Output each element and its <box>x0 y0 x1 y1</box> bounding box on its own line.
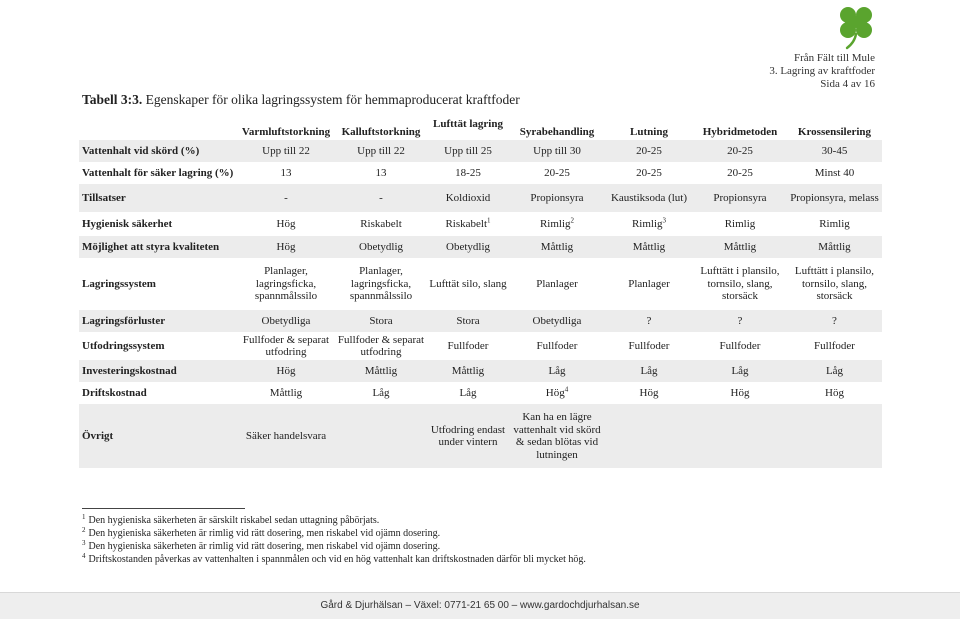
cell-text: Hög <box>276 217 296 230</box>
table-cell <box>787 212 882 236</box>
footnote-number: 2 <box>82 525 86 534</box>
table-row <box>79 212 882 236</box>
cell-text: Låg <box>372 386 390 399</box>
table-cell <box>787 360 882 382</box>
cell-text: Hög <box>730 386 750 399</box>
table-cell <box>335 212 427 236</box>
cell-text: Måttlig <box>451 364 485 377</box>
table-cell <box>693 140 787 162</box>
table-cell <box>509 382 605 404</box>
table-cell <box>693 184 787 212</box>
table-cell <box>693 404 787 468</box>
cell-text: Propionsyra <box>530 191 584 204</box>
cell-text: Obetydliga <box>261 314 311 327</box>
cell-text: - <box>284 191 288 204</box>
cell-text: Riskabelt <box>360 217 402 230</box>
table-cell <box>509 404 605 468</box>
cell-text: Upp till 22 <box>262 144 310 157</box>
footnote <box>82 540 586 553</box>
cell-text: Måttlig <box>540 240 574 253</box>
table-cell <box>335 258 427 310</box>
cell-text: Utfodring endast under vintern <box>430 423 506 448</box>
cell-text: 18-25 <box>455 166 481 179</box>
table-cell <box>237 236 335 258</box>
header-blank <box>79 108 237 140</box>
row-label: Investeringskostnad <box>79 360 237 382</box>
table-cell <box>605 332 693 360</box>
table-row <box>79 382 882 404</box>
table-cell <box>509 310 605 332</box>
table-row <box>79 140 882 162</box>
table-cell <box>335 140 427 162</box>
cell-text: ? <box>737 314 743 327</box>
cell-text: Rimlig <box>724 217 756 230</box>
cell-text: 13 <box>375 166 387 179</box>
row-label: Lagringssystem <box>82 277 156 290</box>
cell-text: Planlager <box>536 277 578 290</box>
cell-text: ? <box>832 314 837 327</box>
table-row <box>79 404 882 468</box>
cell-text: 20-25 <box>636 144 662 157</box>
cell-text: Rimlig <box>631 217 663 230</box>
table-cell <box>427 236 509 258</box>
table-row <box>79 258 882 310</box>
column-header: Varmluftstorkning <box>241 125 331 138</box>
cell-text: Riskabelt <box>445 217 488 230</box>
table-row <box>79 310 882 332</box>
row-label: Vattenhalt för säker lagring (%) <box>82 166 234 179</box>
table-cell <box>237 212 335 236</box>
cell-text: Upp till 25 <box>444 144 492 157</box>
cell-text: Planlager, lagringsficka, spannmålssilo <box>349 265 413 303</box>
table-cell <box>237 382 335 404</box>
cell-text: Kan ha en lägre vattenhalt vid skörd & sedan blötas vid lutningen <box>513 411 601 461</box>
footnote-text: Den hygieniska säkerheten är rimlig vid rätt dosering, men riskabel vid ojämn dosering. <box>88 541 441 552</box>
footnote <box>82 527 586 540</box>
column-header: Lufttät lagring <box>433 117 503 130</box>
table-cell <box>427 310 509 332</box>
cell-text: Planlager <box>628 277 670 290</box>
header-page: Sida 4 av 16 <box>820 78 875 90</box>
table-cell <box>787 258 882 310</box>
table-body <box>79 140 882 468</box>
cell-text: Hög <box>276 240 296 253</box>
cell-text: Lufttätt i plansilo, tornsilo, slang, storsäck <box>700 265 780 303</box>
table-title-text: Egenskaper för olika lagringssystem för hemmaproducerat kraftfoder <box>142 92 520 107</box>
cell-text: Planlager, lagringsficka, spannmålssilo <box>254 265 318 303</box>
column-header: Krossensilering <box>797 125 872 138</box>
cell-text: Kaustiksoda (lut) <box>610 191 688 204</box>
footnote-marker: 4 <box>564 385 569 394</box>
cell-text: Fullfoder <box>628 339 670 352</box>
table-cell <box>427 382 509 404</box>
table-cell <box>605 404 693 468</box>
table-cell <box>693 360 787 382</box>
header-section: 3. Lagring av kraftfoder <box>769 65 875 77</box>
table-cell <box>693 258 787 310</box>
table-cell <box>237 184 335 212</box>
cell-text: Obetydliga <box>532 314 582 327</box>
table-cell <box>787 404 882 468</box>
table-cell <box>427 140 509 162</box>
table-cell <box>509 236 605 258</box>
cell-text: Fullfoder <box>447 339 489 352</box>
cell-text: Måttlig <box>364 364 398 377</box>
table-cell <box>787 310 882 332</box>
cell-text: Låg <box>731 364 749 377</box>
table-cell <box>509 184 605 212</box>
header-source: Från Fält till Mule <box>794 52 875 64</box>
cell-text: Lufttät silo, slang <box>429 277 507 290</box>
cell-text: Rimlig <box>539 217 571 230</box>
page-footer <box>0 592 960 619</box>
table-cell <box>427 212 509 236</box>
table-cell <box>693 162 787 184</box>
row-label: Tillsatser <box>79 184 237 212</box>
table-cell <box>427 332 509 360</box>
storage-systems-table <box>79 108 882 468</box>
cell-text: 30-45 <box>821 144 848 157</box>
cell-text: Lufttätt i plansilo, tornsilo, slang, storsäck <box>794 265 875 303</box>
cell-text: Stora <box>456 314 480 327</box>
column-header: Lutning <box>630 125 668 138</box>
table-cell <box>335 332 427 360</box>
cell-text: Måttlig <box>723 240 757 253</box>
table-row <box>79 360 882 382</box>
cell-text: Fullfoder & separat utfodring <box>242 333 330 358</box>
footnote-number: 4 <box>82 551 86 560</box>
cell-text: Upp till 22 <box>357 144 405 157</box>
cell-text: ? <box>646 314 652 327</box>
table-cell <box>335 360 427 382</box>
footnote-text: Den hygieniska säkerheten är rimlig vid rätt dosering, men riskabel vid ojämn dosering. <box>88 528 441 539</box>
cell-text: Låg <box>459 386 477 399</box>
table-cell <box>335 404 427 468</box>
table-title-label: Tabell 3:3. <box>82 92 143 107</box>
row-label: Övrigt <box>79 404 237 468</box>
row-label: Möjlighet att styra kvaliteten <box>79 236 237 258</box>
table-cell <box>787 184 882 212</box>
table-cell <box>693 332 787 360</box>
cell-text: Obetydlig <box>359 240 403 253</box>
cell-text: Fullfoder <box>719 339 761 352</box>
cell-text: Hög <box>639 386 659 399</box>
table-cell <box>787 382 882 404</box>
footnote-divider <box>82 508 245 509</box>
document-header <box>769 52 875 91</box>
cell-text: Låg <box>640 364 658 377</box>
table-cell <box>335 184 427 212</box>
table-cell <box>787 332 882 360</box>
table-cell <box>427 184 509 212</box>
cell-text: Måttlig <box>818 240 851 253</box>
cell-text: Låg <box>825 364 844 377</box>
table-cell <box>237 404 335 468</box>
table-cell <box>605 360 693 382</box>
table-header-row <box>79 108 882 140</box>
cell-text: Måttlig <box>269 386 303 399</box>
table-row <box>79 236 882 258</box>
cell-text: Hög <box>545 386 565 399</box>
table-cell <box>335 310 427 332</box>
row-label: Lagringsförluster <box>79 310 237 332</box>
cell-text: 20-25 <box>727 166 753 179</box>
cell-text: Säker handelsvara <box>245 429 327 442</box>
table-cell <box>605 184 693 212</box>
table-cell <box>605 236 693 258</box>
cell-text: Fullfoder <box>536 339 578 352</box>
footnote-marker: 2 <box>570 216 575 225</box>
cell-text: Minst 40 <box>814 166 855 179</box>
cell-text: Propionsyra, melass <box>790 191 879 204</box>
cell-text: Propionsyra <box>713 191 767 204</box>
row-label: Driftskostnad <box>82 386 147 399</box>
table-cell <box>509 360 605 382</box>
table-cell <box>237 360 335 382</box>
table-cell <box>693 212 787 236</box>
footnotes <box>82 514 586 566</box>
table-cell <box>237 310 335 332</box>
clover-logo-icon <box>833 4 879 50</box>
cell-text: Fullfoder & separat utfodring <box>337 333 425 358</box>
table-row <box>79 162 882 184</box>
footer-contact-text: Gård & Djurhälsan – Växel: 0771-21 65 00 – www.gardochdjurhalsan.se <box>320 600 640 611</box>
cell-text: Stora <box>369 314 393 327</box>
table-cell <box>427 404 509 468</box>
column-header: Syrabehandling <box>519 125 595 138</box>
table-cell <box>237 162 335 184</box>
table-cell <box>335 382 427 404</box>
cell-text: Måttlig <box>632 240 666 253</box>
cell-text: Hög <box>825 386 844 399</box>
table-cell <box>237 140 335 162</box>
table-cell <box>427 162 509 184</box>
table-cell <box>335 236 427 258</box>
footnote-marker: 1 <box>487 216 491 225</box>
row-label: Vattenhalt vid skörd (%) <box>79 140 237 162</box>
table-cell <box>237 258 335 310</box>
cell-text: 13 <box>280 166 292 179</box>
table-cell <box>509 140 605 162</box>
cell-text: Rimlig <box>819 217 850 230</box>
table-cell <box>693 236 787 258</box>
cell-text: Fullfoder <box>814 339 855 352</box>
table-cell <box>509 162 605 184</box>
table-cell <box>335 162 427 184</box>
table-cell <box>605 162 693 184</box>
table-cell <box>427 258 509 310</box>
cell-text: 20-25 <box>636 166 662 179</box>
cell-text: Obetydlig <box>446 240 490 253</box>
cell-text: Koldioxid <box>445 191 491 204</box>
table-cell <box>787 236 882 258</box>
footnote-number: 1 <box>82 512 86 521</box>
table-cell <box>605 382 693 404</box>
table-cell <box>605 310 693 332</box>
table-cell <box>693 310 787 332</box>
column-header: Kalluftstorkning <box>341 125 421 138</box>
row-label: Hygienisk säkerhet <box>82 217 173 230</box>
cell-text: Låg <box>548 364 566 377</box>
table-cell <box>237 332 335 360</box>
table-cell <box>605 258 693 310</box>
table-cell <box>605 140 693 162</box>
table-cell <box>427 360 509 382</box>
cell-text: Upp till 30 <box>533 144 581 157</box>
row-label: Utfodringssystem <box>82 339 165 352</box>
cell-text: Hög <box>276 364 296 377</box>
cell-text: - <box>379 191 383 204</box>
cell-text: 20-25 <box>727 144 753 157</box>
footnote <box>82 514 586 527</box>
table-row <box>79 184 882 212</box>
table-cell <box>509 258 605 310</box>
table-cell <box>605 212 693 236</box>
table-cell <box>509 212 605 236</box>
cell-text: 20-25 <box>544 166 570 179</box>
footnote-text: Den hygieniska säkerheten är särskilt riskabel sedan uttagning påbörjats. <box>88 515 380 526</box>
table-cell <box>787 162 882 184</box>
footnote-text: Driftskostanden påverkas av vattenhalten i spannmålen och vid en hög vattenhalt kan driftskostnaden därför bli mycket hög. <box>88 554 586 565</box>
column-header: Hybridmetoden <box>702 125 778 138</box>
table-title <box>82 92 520 108</box>
table-cell <box>509 332 605 360</box>
footnote-marker: 3 <box>662 216 667 225</box>
table-cell <box>787 140 882 162</box>
table-cell <box>693 382 787 404</box>
footnote-number: 3 <box>82 538 86 547</box>
table-row <box>79 332 882 360</box>
footnote <box>82 553 586 566</box>
